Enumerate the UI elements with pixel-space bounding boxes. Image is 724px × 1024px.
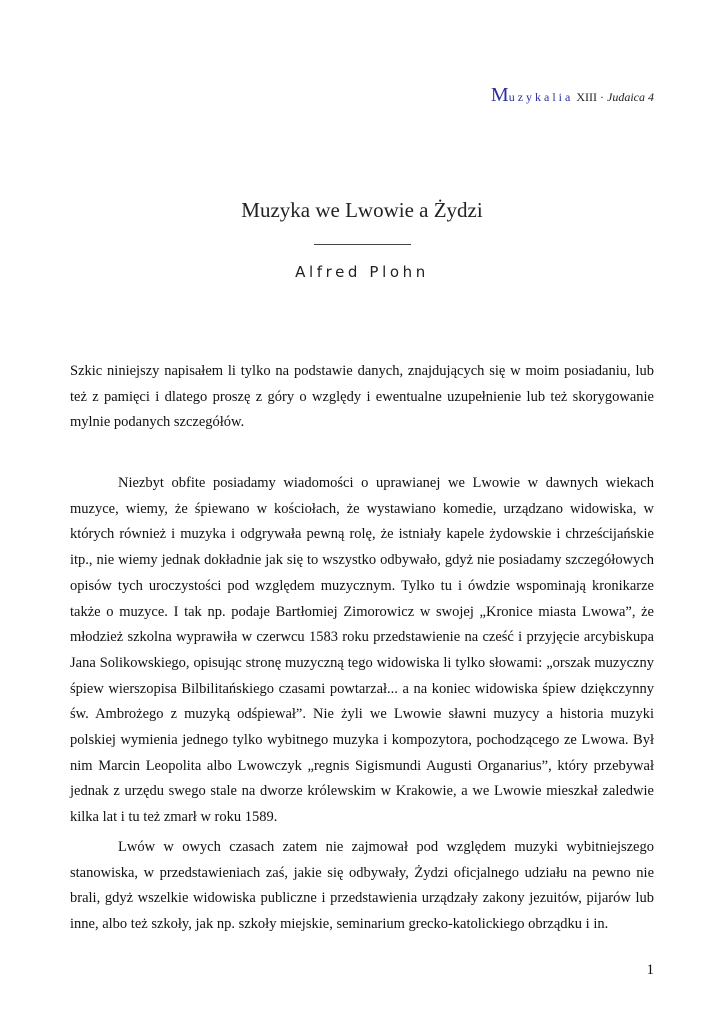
journal-series: Judaica 4 bbox=[607, 90, 654, 104]
paragraph-body-1: Niezbyt obfite posiadamy wiadomości o uprawianej we Lwowie w dawnych wiekach muzyce, wiemy, że śpiewano w kościołach, że wystawiano komedie, urządzano widowiska, w których również i muzyka i odgrywała pewną rolę, że istniały kapele żydowskie i chrześcijańskie itp., nie wiemy jednak dokładnie jak się to wszystko odbywało, gdyż nie posiadamy szczegółowych opisów tych uroczystości pod względem muzycznym. Tylko tu i ówdzie wspominają kronikarze także o muzyce. I tak np. podaje Bartłomiej Zimorowicz w swojej „Kronice miasta Lwowa”, że młodzież szkolna wyprawiła w czerwcu 1583 roku przedstawienie na cześć i przyjęcie arcybiskupa Jana Solikowskiego, opisując stronę muzyczną tego widowiska li tylko słowami: „orszak muzyczny śpiew wierszopisa Bilbilitańskiego czasami powtarzał... a na koniec widowiska śpiew dziękczynny św. Ambrożego z muzyką odśpiewał”. Nie żyli we Lwowie sławni muzycy a historia muzyki polskiej wymienia jednego tylko wybitnego muzyka i kompozytora, pochodzącego ze Lwowa. Był nim Marcin Leopolita albo Lwowczyk „regnis Sigismundi Augusti Organarius”, który przebywał jednak z urzędu swego stale na dworze królewskim w Krakowie, a we Lwowie mieszkał zaledwie kilka lat i tu też zmarł w roku 1589. bbox=[70, 475, 654, 826]
journal-issue: XIII bbox=[576, 90, 597, 104]
journal-initial: M bbox=[490, 84, 509, 106]
title-divider bbox=[314, 244, 411, 245]
article-author: Alfred Plohn bbox=[295, 263, 429, 281]
paragraph-body-2: Lwów w owych czasach zatem nie zajmował pod względem muzyki wybitniejszego stanowiska, w przedstawieniach zaś, jakie się odbywały, Żydzi oficjalnego udziału na pewno nie brali, gdyż wszelkie widowiska publiczne i przedstawienia urządzały zakony jezuitów, pijarów lub inne, albo też szkoły, jak np. szkoły miejskie, seminarium grecko-katolickiego obrządku i in. bbox=[70, 839, 654, 933]
header-separator: · bbox=[600, 90, 604, 104]
journal-name: uzykalia bbox=[508, 90, 574, 104]
article-title: Muzyka we Lwowie a Żydzi bbox=[241, 198, 483, 222]
page-number: 1 bbox=[646, 962, 654, 978]
running-header bbox=[491, 84, 654, 107]
paragraph-intro: Szkic niniejszy napisałem li tylko na podstawie danych, znajdujących się w moim posiadaniu, lub też z pamięci i dlatego proszę z góry o względy i ewentualne uzupełnienie lub też skorygowanie mylnie podanych szczegółów. bbox=[70, 363, 654, 431]
